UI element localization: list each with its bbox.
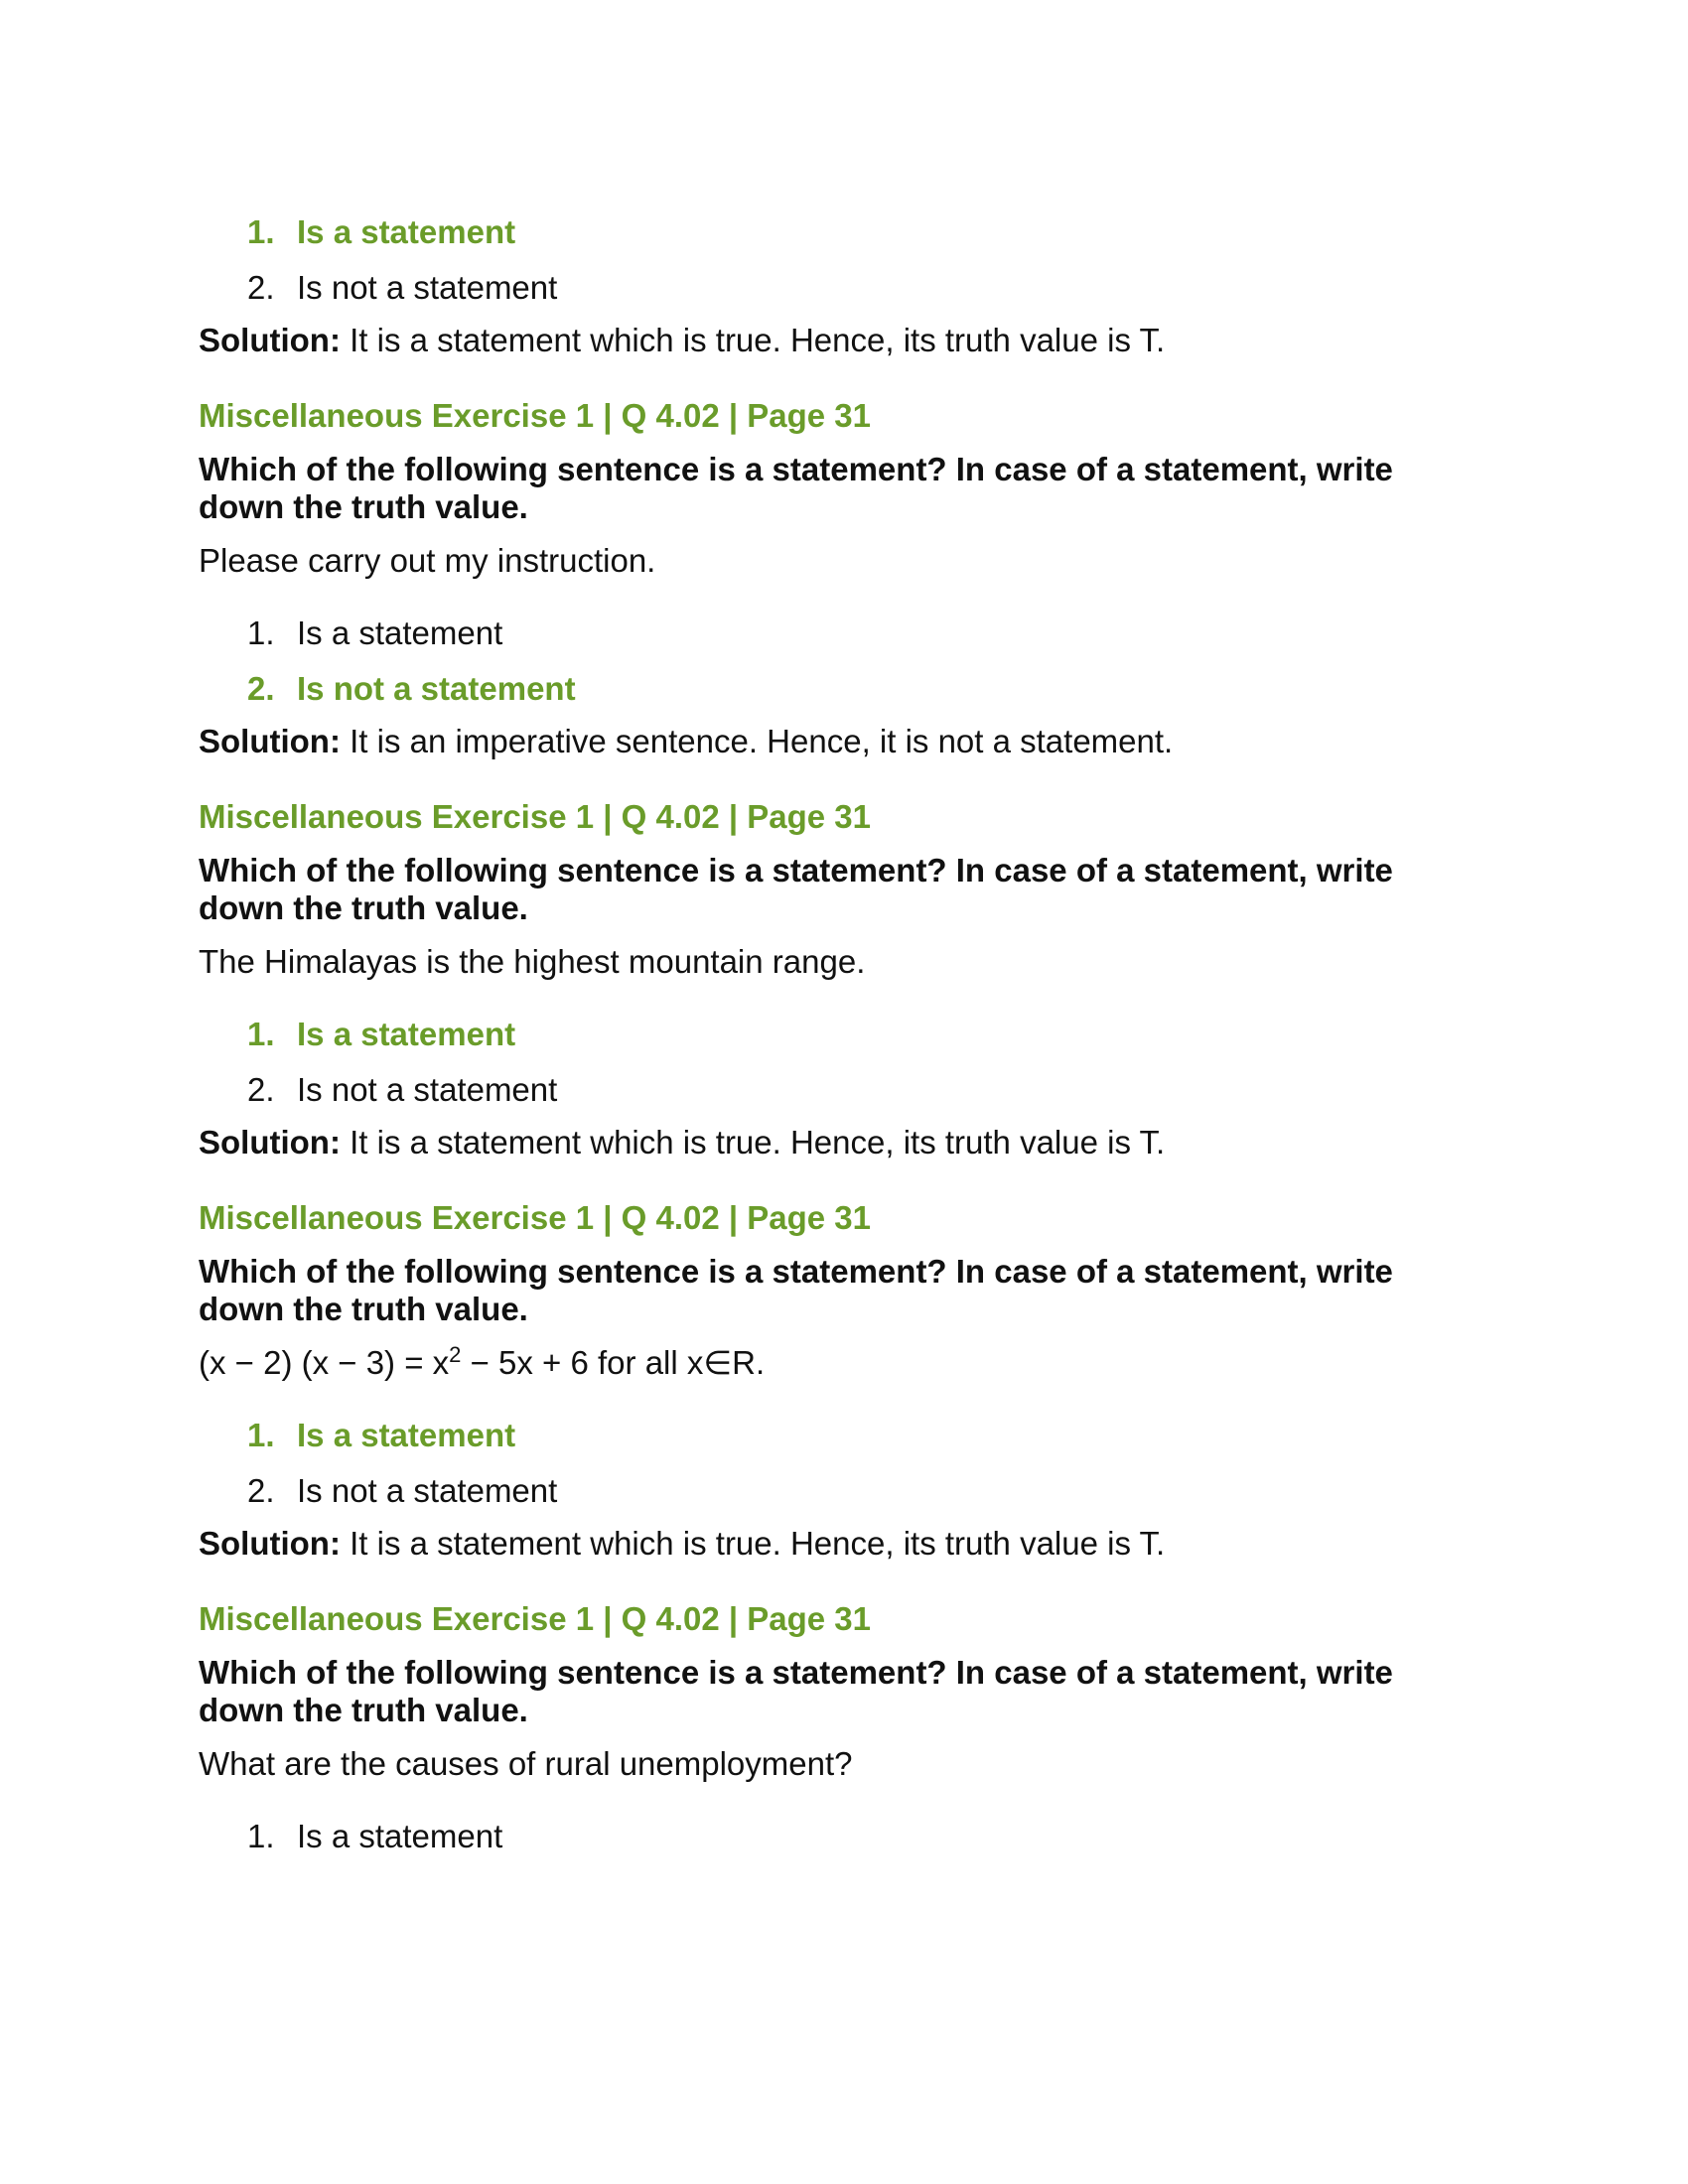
solution <box>199 316 1440 365</box>
solution-text: It is an imperative sentence. Hence, it is not a statement. <box>340 723 1174 759</box>
option-number: 2. <box>247 269 275 306</box>
option-number: 1. <box>247 1016 275 1052</box>
equation-right: − 5x + 6 for all x∈R. <box>461 1344 766 1381</box>
solution <box>199 1118 1440 1167</box>
option-item <box>199 606 1440 661</box>
option-item <box>199 1408 1440 1463</box>
question-prompt: Which of the following sentence is a statement? In case of a statement, write down the truth value. <box>199 451 1393 525</box>
option-item <box>199 1463 1440 1519</box>
question-heading: Miscellaneous Exercise 1 | Q 4.02 | Page 31 <box>199 1199 872 1236</box>
solution-label: Solution: <box>199 322 341 358</box>
option-item <box>199 1007 1440 1062</box>
question-sentence: Please carry out my instruction. <box>199 542 656 579</box>
solution-label: Solution: <box>199 723 341 759</box>
option-label: Is a statement <box>297 1417 516 1453</box>
option-number: 1. <box>247 1818 275 1854</box>
question-sentence <box>199 1338 1440 1388</box>
question-prompt: Which of the following sentence is a statement? In case of a statement, write down the truth value. <box>199 1253 1393 1327</box>
option-number: 2. <box>247 670 275 707</box>
option-item <box>199 661 1440 717</box>
option-item <box>199 1809 1440 1864</box>
option-item <box>199 1062 1440 1118</box>
option-label: Is not a statement <box>297 670 576 707</box>
solution-text: It is a statement which is true. Hence, its truth value is T. <box>340 322 1166 358</box>
option-number: 2. <box>247 1071 275 1108</box>
option-number: 1. <box>247 614 275 651</box>
equation-left: (x − 2) (x − 3) = x <box>199 1344 450 1381</box>
solution-label: Solution: <box>199 1525 341 1562</box>
question-heading: Miscellaneous Exercise 1 | Q 4.02 | Page 31 <box>199 397 872 434</box>
option-number: 2. <box>247 1472 275 1509</box>
option-label: Is not a statement <box>297 269 558 306</box>
solution-text: It is a statement which is true. Hence, its truth value is T. <box>340 1124 1166 1160</box>
question-sentence: What are the causes of rural unemployment? <box>199 1745 853 1782</box>
option-item <box>199 205 1440 260</box>
option-item <box>199 260 1440 316</box>
option-label: Is a statement <box>297 614 503 651</box>
question-prompt: Which of the following sentence is a statement? In case of a statement, write down the truth value. <box>199 852 1393 926</box>
option-label: Is not a statement <box>297 1071 558 1108</box>
exponent: 2 <box>449 1342 462 1367</box>
option-label: Is a statement <box>297 1818 503 1854</box>
solution <box>199 717 1440 766</box>
solution <box>199 1519 1440 1569</box>
question-sentence: The Himalayas is the highest mountain range. <box>199 943 866 980</box>
question-prompt: Which of the following sentence is a statement? In case of a statement, write down the truth value. <box>199 1654 1393 1728</box>
option-label: Is a statement <box>297 1016 516 1052</box>
solution-text: It is a statement which is true. Hence, its truth value is T. <box>340 1525 1166 1562</box>
option-label: Is not a statement <box>297 1472 558 1509</box>
document-content <box>199 205 1440 1864</box>
question-heading: Miscellaneous Exercise 1 | Q 4.02 | Page 31 <box>199 1600 872 1637</box>
option-number: 1. <box>247 213 275 250</box>
option-label: Is a statement <box>297 213 516 250</box>
solution-label: Solution: <box>199 1124 341 1160</box>
question-heading: Miscellaneous Exercise 1 | Q 4.02 | Page 31 <box>199 798 872 835</box>
option-number: 1. <box>247 1417 275 1453</box>
